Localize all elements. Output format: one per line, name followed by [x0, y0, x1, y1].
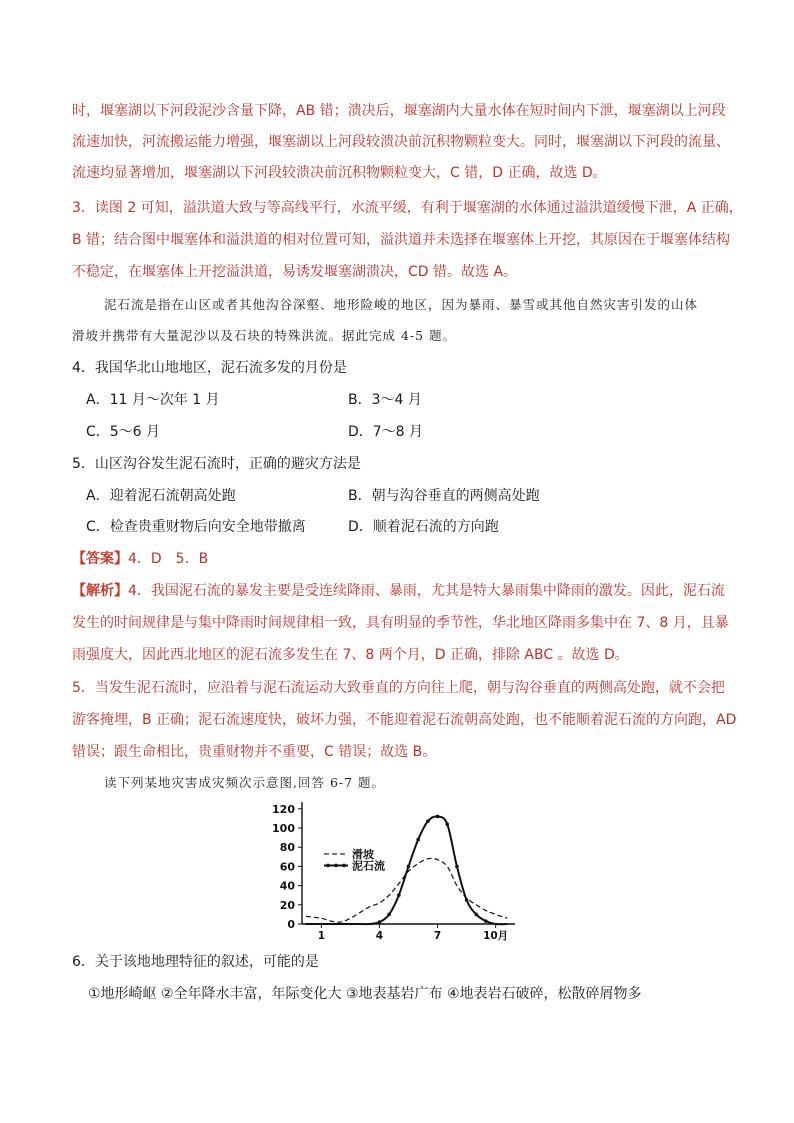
chart-series [306, 815, 507, 925]
analysis-tag: 【解析】 [72, 583, 128, 599]
analysis-line-6: 错误；跟生命相比，贵重财物并不重要，C 错误；故选 B。 [72, 744, 437, 760]
legend-point [342, 864, 346, 868]
intro45-line-1: 泥石流是指在山区或者其他沟谷深壑、地形险峻的地区，因为暴雨、暴雪或其他自然灾害引发的山体 [104, 297, 699, 312]
question-5-option-b: B．朝与沟谷垂直的两侧高处跑 [348, 488, 540, 504]
legend-point [334, 864, 338, 868]
y-tick-label: 80 [279, 841, 295, 855]
intro45-line-2: 滑坡并携带有大量泥沙以及石块的特殊洪流。据此完成 4-5 题。 [72, 328, 457, 343]
series-point [407, 865, 411, 869]
answer-text: 4．D 5．B [128, 551, 209, 567]
legend-point [326, 864, 330, 868]
answer-tag: 【答案】 [72, 551, 128, 567]
series-point [474, 913, 478, 917]
analysis-line-5: 游客掩埋，B 正确；泥石流速度快，破坏力强，不能迎着泥石流朝高处跑，也不能顺着泥石流的方向跑，AD [72, 712, 737, 728]
series-point [426, 819, 430, 823]
y-tick-label: 100 [272, 822, 295, 835]
series-point [378, 920, 382, 924]
x-tick-label: 10月 [483, 930, 509, 942]
analysis-line-2: 发生的时间规律是与集中降雨时间规律相一致，具有明显的季节性，华北地区降雨多集中在 7、8 月，且暴 [72, 615, 729, 631]
x-tick-label: 7 [433, 930, 442, 942]
series-point [445, 822, 449, 826]
question-6-stem: 6．关于该地地理特征的叙述，可能的是 [72, 954, 319, 970]
series-point [397, 893, 401, 897]
intro67: 读下列某地灾害成灾频次示意图,回答 6-7 题。 [104, 775, 386, 790]
y-tick-label: 0 [287, 918, 295, 931]
y-tick-label: 120 [272, 802, 295, 816]
y-tick-label: 40 [279, 879, 295, 893]
series-line-0 [306, 858, 507, 922]
question-4-option-c: C．5～6 月 [86, 424, 161, 440]
series-point [436, 815, 440, 819]
question-4-option-d: D．7～8 月 [348, 424, 424, 440]
question-4-option-b: B．3～4 月 [348, 392, 422, 408]
question-5-stem: 5．山区沟谷发生泥石流时，正确的避灾方法是 [72, 456, 361, 472]
legend-label-landslide: 滑坡 [352, 847, 374, 861]
series-point [465, 898, 469, 902]
solution-line-2: 流速加快，河流搬运能力增强，堰塞湖以上河段较溃决前沉积物颗粒变大。同时，堰塞湖以下河段的流量、 [72, 134, 730, 150]
legend-label-debrisflow: 泥石流 [352, 859, 385, 873]
solution3-line-2: B 错；结合图中堰塞体和溢洪道的相对位置可知，溢洪道并未选择在堰塞体上开挖，其原因在于堰塞体结构 [72, 232, 731, 248]
analysis-text-1: 4．我国泥石流的暴发主要是受连续降雨、暴雨，尤其是特大暴雨集中降雨的激发。因此，泥石流 [128, 583, 725, 599]
analysis-line-4: 5．当发生泥石流时，应沿着与泥石流运动大致垂直的方向往上爬，朝与沟谷垂直的两侧高处跑，就不会把 [72, 680, 725, 696]
analysis-line-1 [72, 580, 725, 600]
question-4-stem: 4．我国华北山地地区，泥石流多发的月份是 [72, 360, 347, 376]
question-5-option-d: D．顺着泥石流的方向跑 [348, 519, 499, 535]
x-tick-label: 4 [375, 930, 384, 942]
answer-line [72, 548, 208, 568]
solution3-line-1: 3．读图 2 可知，溢洪道大致与等高线平行，水流平缓，有利于堰塞湖的水体通过溢洪道缓慢下泄，A 正确， [72, 200, 743, 216]
series-point [416, 838, 420, 842]
series-point [455, 865, 459, 869]
series-line-1 [306, 816, 507, 924]
chart-axes [272, 802, 515, 942]
question-5-option-a: A．迎着泥石流朝高处跑 [86, 488, 236, 504]
solution-line-1: 时，堰塞湖以下河段泥沙含量下降，AB 错；溃决后，堰塞湖内大量水体在短时间内下泄，堰塞湖以上河段 [72, 103, 726, 119]
disaster-frequency-chart [270, 796, 530, 946]
series-point [387, 913, 391, 917]
x-tick-label: 1 [317, 930, 326, 942]
chart-legend [324, 847, 385, 873]
solution3-line-3: 不稳定，在堰塞体上开挖溢洪道，易诱发堰塞湖溃决，CD 错。故选 A。 [72, 264, 518, 280]
series-point [484, 919, 488, 923]
y-tick-label: 60 [279, 860, 295, 874]
question-4-option-a: A．11 月～次年 1 月 [86, 392, 220, 408]
question-6-options: ①地形崎岖 ②全年降水丰富，年际变化大 ③地表基岩广布 ④地表岩石破碎，松散碎屑物多 [88, 986, 642, 1002]
question-5-option-c: C．检查贵重财物后向安全地带撤离 [86, 519, 306, 535]
y-tick-label: 20 [279, 898, 295, 912]
analysis-line-3: 雨强度大，因此西北地区的泥石流多发生在 7、8 两个月，D 正确，排除 ABC 。故选 D。 [72, 647, 629, 663]
solution-line-3: 流速均显著增加，堰塞湖以下河段较溃决前沉积物颗粒变大，C 错，D 正确，故选 D。 [72, 165, 607, 181]
